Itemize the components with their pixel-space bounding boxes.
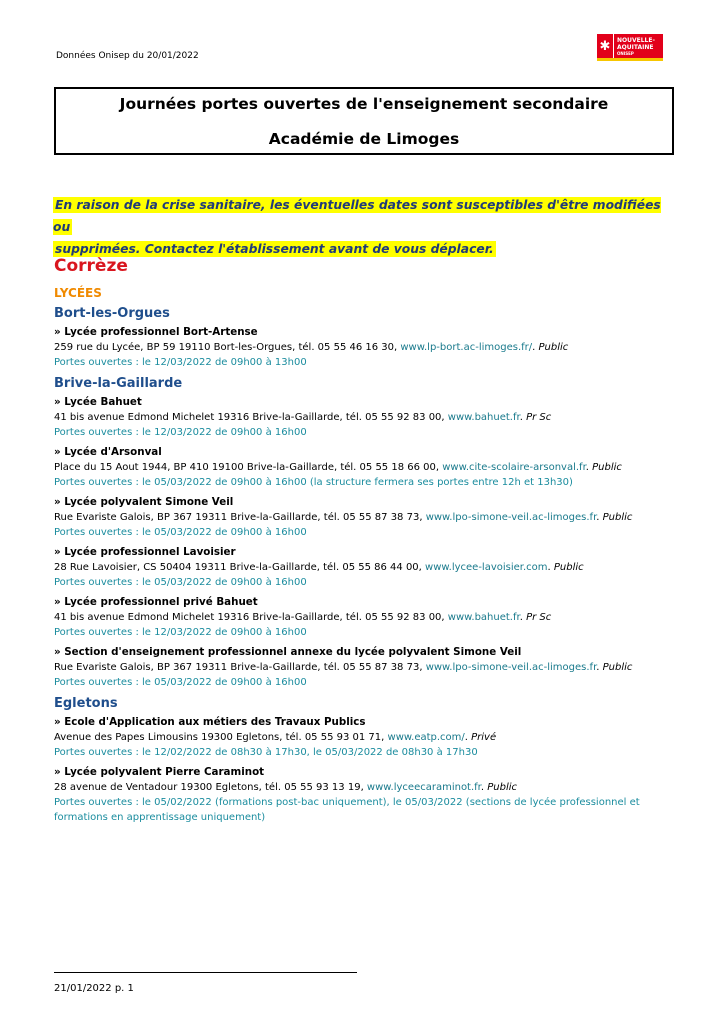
school-address — [54, 340, 676, 355]
school-status: Public — [602, 512, 633, 523]
school-status: Pr Sc — [526, 412, 552, 423]
logo-bar — [597, 58, 663, 61]
separator: . — [464, 732, 472, 743]
separator: . — [585, 462, 593, 473]
school-website-link[interactable]: www.lyceecaraminot.fr — [366, 782, 481, 793]
separator: . — [519, 412, 527, 423]
school-status: Public — [487, 782, 518, 793]
open-day-dates: Portes ouvertes : le 05/02/2022 (formations post-bac uniquement), le 05/03/2022 (sections de lycée professionnel et formations en apprentissage uniquement) — [54, 797, 640, 823]
separator: . — [519, 612, 527, 623]
school-name: » Lycée polyvalent Simone Veil — [54, 496, 234, 508]
school-entry — [54, 715, 676, 760]
open-day-dates: Portes ouvertes : le 05/03/2022 de 09h00 à 16h00 — [54, 577, 307, 588]
school-entry — [54, 395, 676, 440]
school-address — [54, 780, 676, 795]
city-heading: Brive-la-Gaillarde — [54, 376, 183, 391]
school-address — [54, 610, 676, 625]
main-content — [54, 256, 676, 830]
department-heading: Corrèze — [54, 256, 128, 276]
page-subtitle: Académie de Limoges — [268, 130, 460, 148]
address-text: Place du 15 Aout 1944, BP 410 19100 Brive-la-Gaillarde, tél. 05 55 18 66 00, — [54, 462, 443, 473]
school-website-link[interactable]: www.lp-bort.ac-limoges.fr/ — [400, 342, 533, 353]
address-text: 28 avenue de Ventadour 19300 Egletons, tél. 05 55 93 13 19, — [54, 782, 367, 793]
school-name: » Lycée professionnel Bort-Artense — [54, 326, 258, 338]
separator: . — [480, 782, 488, 793]
school-name: » Lycée professionnel privé Bahuet — [54, 596, 258, 608]
open-day-dates: Portes ouvertes : le 12/02/2022 de 08h30 à 17h30, le 05/03/2022 de 08h30 à 17h30 — [54, 747, 478, 758]
school-entry — [54, 445, 676, 490]
school-address — [54, 410, 676, 425]
school-name: » Lycée Bahuet — [54, 396, 142, 408]
address-text: Rue Evariste Galois, BP 367 19311 Brive-la-Gaillarde, tél. 05 55 87 38 73, — [54, 512, 426, 523]
region-logo — [597, 34, 663, 58]
separator: . — [596, 662, 603, 673]
logo-mark-icon: ✱ — [597, 34, 614, 58]
school-name: » Ecole d'Application aux métiers des Travaux Publics — [54, 716, 366, 728]
school-website-link[interactable]: www.eatp.com/ — [387, 732, 465, 743]
school-address — [54, 730, 676, 745]
title-box — [54, 87, 674, 155]
school-entry — [54, 645, 676, 690]
logo-text-line1: NOUVELLE- — [617, 36, 655, 44]
school-address — [54, 560, 676, 575]
open-day-dates: Portes ouvertes : le 05/03/2022 de 09h00 à 16h00 — [54, 527, 307, 538]
city-heading: Bort-les-Orgues — [54, 306, 170, 321]
open-day-dates: Portes ouvertes : le 12/03/2022 de 09h00 à 16h00 — [54, 427, 307, 438]
school-website-link[interactable]: www.bahuet.fr — [447, 612, 520, 623]
city-heading: Egletons — [54, 696, 118, 711]
school-name: » Lycée d'Arsonval — [54, 446, 162, 458]
data-source-note: Données Onisep du 20/01/2022 — [56, 51, 199, 61]
school-status: Pr Sc — [526, 612, 552, 623]
separator: . — [532, 342, 539, 353]
warning-line1: En raison de la crise sanitaire, les éventuelles dates sont susceptibles d'être modifiées ou — [53, 198, 661, 234]
logo-text-line2: AQUITAINE — [617, 43, 654, 51]
separator: . — [596, 512, 603, 523]
school-entry — [54, 325, 676, 370]
school-address — [54, 460, 676, 475]
covid-warning — [53, 194, 673, 260]
address-text: 41 bis avenue Edmond Michelet 19316 Brive-la-Gaillarde, tél. 05 55 92 83 00, — [54, 612, 448, 623]
address-text: Rue Evariste Galois, BP 367 19311 Brive-la-Gaillarde, tél. 05 55 87 38 73, — [54, 662, 426, 673]
separator: . — [547, 562, 554, 573]
school-name: » Lycée polyvalent Pierre Caraminot — [54, 766, 265, 778]
school-address — [54, 660, 676, 675]
logo-brand: ONISEP — [617, 50, 634, 56]
school-website-link[interactable]: www.cite-scolaire-arsonval.fr — [442, 462, 586, 473]
school-name: » Section d'enseignement professionnel annexe du lycée polyvalent Simone Veil — [54, 646, 522, 658]
section-heading: LYCÉES — [54, 286, 102, 300]
open-day-dates: Portes ouvertes : le 12/03/2022 de 09h00 à 13h00 — [54, 357, 307, 368]
school-status: Privé — [471, 732, 497, 743]
address-text: 41 bis avenue Edmond Michelet 19316 Brive-la-Gaillarde, tél. 05 55 92 83 00, — [54, 412, 448, 423]
logo-text — [614, 37, 655, 56]
school-entry — [54, 495, 676, 540]
school-entry — [54, 595, 676, 640]
open-day-dates: Portes ouvertes : le 05/03/2022 de 09h00 à 16h00 (la structure fermera ses portes entre 12h et 13h30) — [54, 477, 573, 488]
school-name: » Lycée professionnel Lavoisier — [54, 546, 236, 558]
city-list — [54, 306, 676, 825]
warning-line2: supprimées. Contactez l'établissement avant de vous déplacer. — [55, 242, 494, 256]
address-text: 259 rue du Lycée, BP 59 19110 Bort-les-Orgues, tél. 05 55 46 16 30, — [54, 342, 401, 353]
school-status: Public — [538, 342, 569, 353]
school-website-link[interactable]: www.lpo-simone-veil.ac-limoges.fr — [425, 512, 597, 523]
footer-rule — [54, 972, 357, 973]
school-status: Public — [592, 462, 622, 473]
school-status: Public — [553, 562, 584, 573]
page-title: Journées portes ouvertes de l'enseignement secondaire — [119, 95, 609, 113]
school-status: Public — [602, 662, 633, 673]
open-day-dates: Portes ouvertes : le 05/03/2022 de 09h00 à 16h00 — [54, 677, 307, 688]
page-footer: 21/01/2022 p. 1 — [54, 983, 134, 994]
open-day-dates: Portes ouvertes : le 12/03/2022 de 09h00 à 16h00 — [54, 627, 307, 638]
school-website-link[interactable]: www.bahuet.fr — [447, 412, 520, 423]
school-website-link[interactable]: www.lycee-lavoisier.com — [425, 562, 548, 573]
school-entry — [54, 545, 676, 590]
address-text: Avenue des Papes Limousins 19300 Egletons, tél. 05 55 93 01 71, — [54, 732, 388, 743]
address-text: 28 Rue Lavoisier, CS 50404 19311 Brive-la-Gaillarde, tél. 05 55 86 44 00, — [54, 562, 426, 573]
school-website-link[interactable]: www.lpo-simone-veil.ac-limoges.fr — [425, 662, 597, 673]
school-address — [54, 510, 676, 525]
school-entry — [54, 765, 676, 825]
